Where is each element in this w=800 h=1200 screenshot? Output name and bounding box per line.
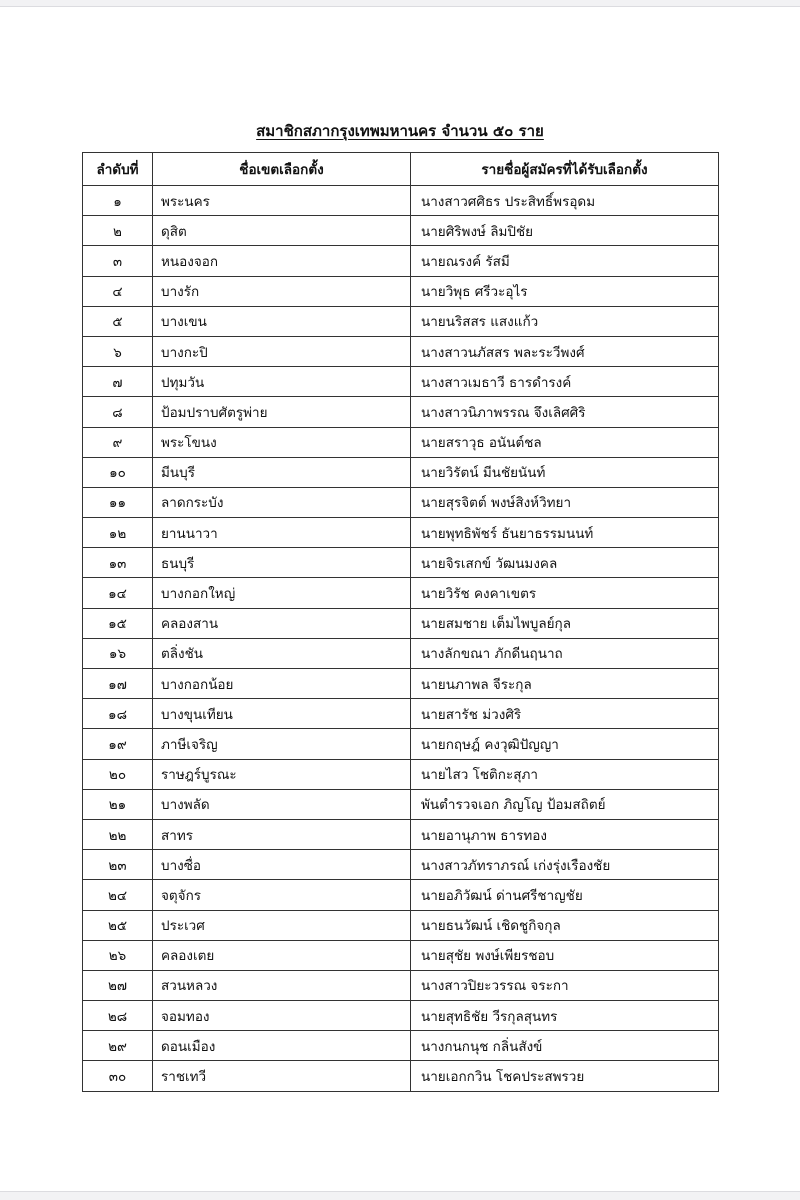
elected-name-cell: นางสาวนภัสสร พละระวีพงศ์ <box>411 336 719 366</box>
table-row <box>83 427 719 457</box>
district-name-cell: สวนหลวง <box>153 970 411 1000</box>
row-number-cell: ๑๐ <box>83 457 153 487</box>
elected-name-cell: นายสราวุธ อนันต์ชล <box>411 427 719 457</box>
row-number-cell: ๒๙ <box>83 1031 153 1061</box>
table-row <box>83 578 719 608</box>
elected-name-cell: นางสาวปิยะวรรณ จระกา <box>411 970 719 1000</box>
district-name-cell: บางซื่อ <box>153 850 411 880</box>
elected-name-cell: นายสุทธิชัย วีรกุลสุนทร <box>411 1001 719 1031</box>
row-number-cell: ๒๒ <box>83 819 153 849</box>
row-number-cell: ๑๒ <box>83 518 153 548</box>
row-number-cell: ๑๑ <box>83 487 153 517</box>
elected-name-cell: นางสาวเมธาวี ธารดำรงค์ <box>411 367 719 397</box>
row-number-cell: ๕ <box>83 306 153 336</box>
table-row <box>83 669 719 699</box>
elected-name-cell: นายศิริพงษ์ ลิมปิชัย <box>411 216 719 246</box>
row-number-cell: ๒๕ <box>83 910 153 940</box>
elected-name-cell: นายสารัช ม่วงศิริ <box>411 699 719 729</box>
row-number-cell: ๓ <box>83 246 153 276</box>
district-name-cell: ประเวศ <box>153 910 411 940</box>
district-name-cell: บางพลัด <box>153 789 411 819</box>
table-row <box>83 970 719 1000</box>
row-number-cell: ๒๐ <box>83 759 153 789</box>
row-number-cell: ๑๓ <box>83 548 153 578</box>
district-name-cell: ภาษีเจริญ <box>153 729 411 759</box>
district-name-cell: พระโขนง <box>153 427 411 457</box>
row-number-cell: ๔ <box>83 276 153 306</box>
row-number-cell: ๒๖ <box>83 940 153 970</box>
district-name-cell: สาทร <box>153 819 411 849</box>
table-row <box>83 216 719 246</box>
district-name-cell: บางกอกใหญ่ <box>153 578 411 608</box>
table-row <box>83 336 719 366</box>
district-name-cell: ปทุมวัน <box>153 367 411 397</box>
elected-name-cell: นายนริสสร แสงแก้ว <box>411 306 719 336</box>
elected-name-cell: นางสาวภัทราภรณ์ เก่งรุ่งเรืองชัย <box>411 850 719 880</box>
elected-name-cell: นายนภาพล จีระกุล <box>411 669 719 699</box>
row-number-cell: ๑๗ <box>83 669 153 699</box>
table-row <box>83 880 719 910</box>
header-district: ชื่อเขตเลือกตั้ง <box>153 153 411 186</box>
header-order-number: ลำดับที่ <box>83 153 153 186</box>
table-row <box>83 367 719 397</box>
elected-name-cell: นายวิพุธ ศรีวะอุไร <box>411 276 719 306</box>
table-row <box>83 789 719 819</box>
district-name-cell: จตุจักร <box>153 880 411 910</box>
district-name-cell: ราชเทวี <box>153 1061 411 1091</box>
row-number-cell: ๒ <box>83 216 153 246</box>
district-name-cell: ราษฎร์บูรณะ <box>153 759 411 789</box>
elected-name-cell: นายวิรัตน์ มีนชัยนันท์ <box>411 457 719 487</box>
document-title: สมาชิกสภากรุงเทพมหานคร จำนวน ๕๐ ราย <box>256 122 544 140</box>
district-name-cell: หนองจอก <box>153 246 411 276</box>
elected-name-cell: นางสาวนิภาพรรณ จึงเลิศศิริ <box>411 397 719 427</box>
elected-name-cell: นายจิรเสกข์ วัฒนมงคล <box>411 548 719 578</box>
table-row <box>83 306 719 336</box>
document-page <box>0 6 800 1192</box>
table-header-row <box>83 153 719 186</box>
district-name-cell: บางกะปิ <box>153 336 411 366</box>
elected-name-cell: นางกนกนุช กลิ่นสังข์ <box>411 1031 719 1061</box>
row-number-cell: ๙ <box>83 427 153 457</box>
district-name-cell: บางกอกน้อย <box>153 669 411 699</box>
row-number-cell: ๒๘ <box>83 1001 153 1031</box>
district-name-cell: จอมทอง <box>153 1001 411 1031</box>
row-number-cell: ๑๖ <box>83 638 153 668</box>
elected-name-cell: นายเอกกวิน โชคประสพรวย <box>411 1061 719 1091</box>
table-row <box>83 457 719 487</box>
row-number-cell: ๑๕ <box>83 608 153 638</box>
council-members-table <box>82 152 719 1092</box>
table-row <box>83 729 719 759</box>
district-name-cell: ตลิ่งชัน <box>153 638 411 668</box>
elected-name-cell: นายไสว โชติกะสุภา <box>411 759 719 789</box>
table-row <box>83 487 719 517</box>
elected-name-cell: นายสุชัย พงษ์เพียรชอบ <box>411 940 719 970</box>
table-row <box>83 819 719 849</box>
elected-name-cell: นายอภิวัฒน์ ด่านศรีชาญชัย <box>411 880 719 910</box>
district-name-cell: บางขุนเทียน <box>153 699 411 729</box>
district-name-cell: บางเขน <box>153 306 411 336</box>
district-name-cell: ยานนาวา <box>153 518 411 548</box>
district-name-cell: พระนคร <box>153 186 411 216</box>
row-number-cell: ๖ <box>83 336 153 366</box>
row-number-cell: ๑๙ <box>83 729 153 759</box>
district-name-cell: ดอนเมือง <box>153 1031 411 1061</box>
row-number-cell: ๘ <box>83 397 153 427</box>
table-row <box>83 910 719 940</box>
table-row <box>83 1001 719 1031</box>
table-row <box>83 850 719 880</box>
row-number-cell: ๒๓ <box>83 850 153 880</box>
table-row <box>83 699 719 729</box>
row-number-cell: ๗ <box>83 367 153 397</box>
table-row <box>83 548 719 578</box>
table-row <box>83 940 719 970</box>
elected-name-cell: นายพุทธิพัชร์ ธันยาธรรมนนท์ <box>411 518 719 548</box>
row-number-cell: ๒๔ <box>83 880 153 910</box>
table-row <box>83 186 719 216</box>
row-number-cell: ๑ <box>83 186 153 216</box>
district-name-cell: ธนบุรี <box>153 548 411 578</box>
row-number-cell: ๒๗ <box>83 970 153 1000</box>
elected-name-cell: นายกฤษฎ์ คงวุฒิปัญญา <box>411 729 719 759</box>
elected-name-cell: นายอานุภาพ ธารทอง <box>411 819 719 849</box>
table-row <box>83 638 719 668</box>
district-name-cell: มีนบุรี <box>153 457 411 487</box>
district-name-cell: คลองเตย <box>153 940 411 970</box>
table-row <box>83 518 719 548</box>
elected-name-cell: นางลักขณา ภักดีนฤนาถ <box>411 638 719 668</box>
district-name-cell: บางรัก <box>153 276 411 306</box>
table-row <box>83 397 719 427</box>
elected-name-cell: นายสมชาย เต็มไพบูลย์กุล <box>411 608 719 638</box>
table-row <box>83 1061 719 1091</box>
header-elected-name: รายชื่อผู้สมัครที่ได้รับเลือกตั้ง <box>411 153 719 186</box>
elected-name-cell: นางสาวศศิธร ประสิทธิ์พรอุดม <box>411 186 719 216</box>
table-row <box>83 608 719 638</box>
elected-name-cell: นายวิรัช คงคาเขตร <box>411 578 719 608</box>
district-name-cell: ป้อมปราบศัตรูพ่าย <box>153 397 411 427</box>
elected-name-cell: พันตำรวจเอก ภิญโญ ป้อมสถิตย์ <box>411 789 719 819</box>
row-number-cell: ๒๑ <box>83 789 153 819</box>
elected-name-cell: นายธนวัฒน์ เชิดชูกิจกุล <box>411 910 719 940</box>
table-row <box>83 246 719 276</box>
elected-name-cell: นายสุรจิตต์ พงษ์สิงห์วิทยา <box>411 487 719 517</box>
district-name-cell: ลาดกระบัง <box>153 487 411 517</box>
district-name-cell: ดุสิต <box>153 216 411 246</box>
table-row <box>83 1031 719 1061</box>
row-number-cell: ๑๘ <box>83 699 153 729</box>
district-name-cell: คลองสาน <box>153 608 411 638</box>
row-number-cell: ๑๔ <box>83 578 153 608</box>
table-row <box>83 276 719 306</box>
row-number-cell: ๓๐ <box>83 1061 153 1091</box>
elected-name-cell: นายณรงค์ รัสมี <box>411 246 719 276</box>
table-row <box>83 759 719 789</box>
